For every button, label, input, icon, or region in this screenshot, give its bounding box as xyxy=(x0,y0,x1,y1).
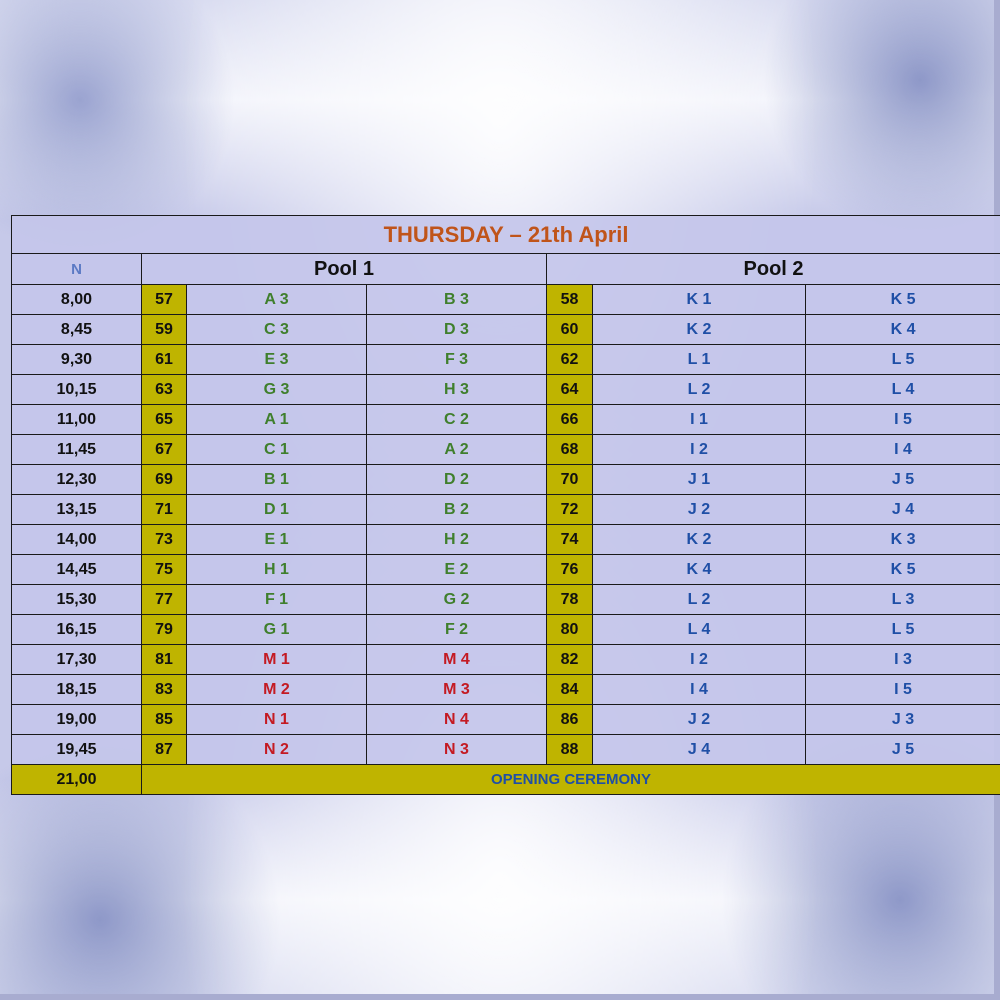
match-time: 10,15 xyxy=(12,375,142,405)
match-time: 14,45 xyxy=(12,555,142,585)
pool-2-team-b: L 5 xyxy=(806,345,1000,375)
match-row xyxy=(12,735,1000,765)
match-time: 8,45 xyxy=(12,315,142,345)
pool-1-match-number: 81 xyxy=(142,645,187,675)
pool-2-team-b: K 3 xyxy=(806,525,1000,555)
pool-1-match-number: 75 xyxy=(142,555,187,585)
pool-1-team-a: H 1 xyxy=(187,555,367,585)
pool-1-team-a: F 1 xyxy=(187,585,367,615)
pool-2-team-a: I 4 xyxy=(593,675,806,705)
match-row xyxy=(12,705,1000,735)
pool-2-team-a: J 2 xyxy=(593,705,806,735)
pool-1-match-number: 65 xyxy=(142,405,187,435)
pool-2-match-number: 78 xyxy=(547,585,593,615)
pool-2-match-number: 66 xyxy=(547,405,593,435)
pool-2-match-number: 80 xyxy=(547,615,593,645)
pool-1-match-number: 57 xyxy=(142,285,187,315)
pool-2-match-number: 82 xyxy=(547,645,593,675)
pool-2-match-number: 68 xyxy=(547,435,593,465)
pool-2-match-number: 88 xyxy=(547,735,593,765)
pool-1-team-b: N 3 xyxy=(367,735,547,765)
pool-1-team-b: N 4 xyxy=(367,705,547,735)
match-row xyxy=(12,375,1000,405)
pool-1-team-a: M 1 xyxy=(187,645,367,675)
schedule-title: THURSDAY – 21th April xyxy=(12,216,1000,254)
pool-2-team-b: J 4 xyxy=(806,495,1000,525)
ceremony-row xyxy=(12,765,1000,795)
ceremony-label: OPENING CEREMONY xyxy=(142,765,1000,795)
pool-2-team-a: K 1 xyxy=(593,285,806,315)
match-row xyxy=(12,555,1000,585)
pool-2-team-a: L 2 xyxy=(593,375,806,405)
pool-1-team-b: E 2 xyxy=(367,555,547,585)
match-row xyxy=(12,675,1000,705)
match-row xyxy=(12,285,1000,315)
match-row xyxy=(12,615,1000,645)
pool-1-match-number: 63 xyxy=(142,375,187,405)
pool-1-match-number: 61 xyxy=(142,345,187,375)
pool-2-team-a: L 4 xyxy=(593,615,806,645)
pool-1-team-a: B 1 xyxy=(187,465,367,495)
pool-2-team-b: K 5 xyxy=(806,555,1000,585)
match-time: 18,15 xyxy=(12,675,142,705)
pool-2-team-a: K 4 xyxy=(593,555,806,585)
pool-1-team-a: A 3 xyxy=(187,285,367,315)
pool-2-match-number: 76 xyxy=(547,555,593,585)
pool-2-match-number: 84 xyxy=(547,675,593,705)
match-time: 11,45 xyxy=(12,435,142,465)
pool-1-match-number: 71 xyxy=(142,495,187,525)
pool-2-team-a: L 2 xyxy=(593,585,806,615)
pool-2-team-b: I 5 xyxy=(806,405,1000,435)
match-time: 13,15 xyxy=(12,495,142,525)
pool-2-match-number: 58 xyxy=(547,285,593,315)
pool-2-match-number: 70 xyxy=(547,465,593,495)
pool-2-team-b: J 5 xyxy=(806,735,1000,765)
pool-2-team-b: I 4 xyxy=(806,435,1000,465)
pool-1-team-b: B 2 xyxy=(367,495,547,525)
pool-2-team-b: K 5 xyxy=(806,285,1000,315)
match-row xyxy=(12,405,1000,435)
match-row xyxy=(12,645,1000,675)
pool-2-team-a: J 2 xyxy=(593,495,806,525)
pool-1-team-a: G 3 xyxy=(187,375,367,405)
pool-2-team-b: J 3 xyxy=(806,705,1000,735)
pool-1-match-number: 69 xyxy=(142,465,187,495)
pool-1-match-number: 77 xyxy=(142,585,187,615)
pool-2-team-b: J 5 xyxy=(806,465,1000,495)
match-time: 16,15 xyxy=(12,615,142,645)
pool-1-header: Pool 1 xyxy=(142,254,547,285)
match-time: 11,00 xyxy=(12,405,142,435)
pool-2-match-number: 72 xyxy=(547,495,593,525)
match-time: 17,30 xyxy=(12,645,142,675)
pool-1-team-b: D 2 xyxy=(367,465,547,495)
pool-1-team-a: E 3 xyxy=(187,345,367,375)
match-time: 12,30 xyxy=(12,465,142,495)
pool-1-team-a: N 2 xyxy=(187,735,367,765)
pool-2-team-a: K 2 xyxy=(593,525,806,555)
pool-2-team-a: J 4 xyxy=(593,735,806,765)
pool-1-match-number: 85 xyxy=(142,705,187,735)
pool-1-team-a: G 1 xyxy=(187,615,367,645)
match-time: 9,30 xyxy=(12,345,142,375)
pool-2-team-b: I 5 xyxy=(806,675,1000,705)
match-row xyxy=(12,495,1000,525)
pool-1-team-b: G 2 xyxy=(367,585,547,615)
pool-1-team-b: H 2 xyxy=(367,525,547,555)
pool-1-match-number: 79 xyxy=(142,615,187,645)
pool-1-team-b: F 3 xyxy=(367,345,547,375)
match-time: 15,30 xyxy=(12,585,142,615)
n-column-header: N xyxy=(12,254,142,285)
pool-2-team-b: L 3 xyxy=(806,585,1000,615)
pool-2-match-number: 74 xyxy=(547,525,593,555)
pool-1-match-number: 73 xyxy=(142,525,187,555)
match-row xyxy=(12,315,1000,345)
pool-1-team-b: B 3 xyxy=(367,285,547,315)
pool-2-team-a: I 2 xyxy=(593,645,806,675)
pool-1-match-number: 87 xyxy=(142,735,187,765)
pool-1-match-number: 59 xyxy=(142,315,187,345)
match-time: 8,00 xyxy=(12,285,142,315)
match-time: 19,00 xyxy=(12,705,142,735)
pool-1-match-number: 83 xyxy=(142,675,187,705)
pool-2-team-a: I 1 xyxy=(593,405,806,435)
match-row xyxy=(12,345,1000,375)
pool-1-team-b: H 3 xyxy=(367,375,547,405)
pool-1-team-a: E 1 xyxy=(187,525,367,555)
pool-2-team-b: K 4 xyxy=(806,315,1000,345)
title-row xyxy=(12,216,1000,254)
match-row xyxy=(12,465,1000,495)
pool-1-team-b: C 2 xyxy=(367,405,547,435)
match-row xyxy=(12,585,1000,615)
pool-1-team-b: A 2 xyxy=(367,435,547,465)
match-time: 14,00 xyxy=(12,525,142,555)
pool-1-team-b: M 4 xyxy=(367,645,547,675)
ceremony-time: 21,00 xyxy=(12,765,142,795)
pool-1-team-a: D 1 xyxy=(187,495,367,525)
pool-2-match-number: 60 xyxy=(547,315,593,345)
pool-2-team-b: I 3 xyxy=(806,645,1000,675)
pool-2-team-b: L 4 xyxy=(806,375,1000,405)
pool-1-team-a: C 3 xyxy=(187,315,367,345)
pool-header-row xyxy=(12,254,1000,285)
pool-1-team-a: A 1 xyxy=(187,405,367,435)
pool-2-match-number: 86 xyxy=(547,705,593,735)
pool-2-team-a: I 2 xyxy=(593,435,806,465)
pool-1-team-b: M 3 xyxy=(367,675,547,705)
pool-1-team-b: F 2 xyxy=(367,615,547,645)
pool-2-team-a: K 2 xyxy=(593,315,806,345)
pool-1-match-number: 67 xyxy=(142,435,187,465)
pool-1-team-a: N 1 xyxy=(187,705,367,735)
match-time: 19,45 xyxy=(12,735,142,765)
pool-2-team-a: J 1 xyxy=(593,465,806,495)
pool-2-header: Pool 2 xyxy=(547,254,1000,285)
match-row xyxy=(12,525,1000,555)
pool-2-team-b: L 5 xyxy=(806,615,1000,645)
pool-2-match-number: 62 xyxy=(547,345,593,375)
pool-2-match-number: 64 xyxy=(547,375,593,405)
pool-1-team-a: M 2 xyxy=(187,675,367,705)
match-row xyxy=(12,435,1000,465)
pool-1-team-a: C 1 xyxy=(187,435,367,465)
pool-2-team-a: L 1 xyxy=(593,345,806,375)
pool-1-team-b: D 3 xyxy=(367,315,547,345)
schedule-table xyxy=(11,215,1000,795)
